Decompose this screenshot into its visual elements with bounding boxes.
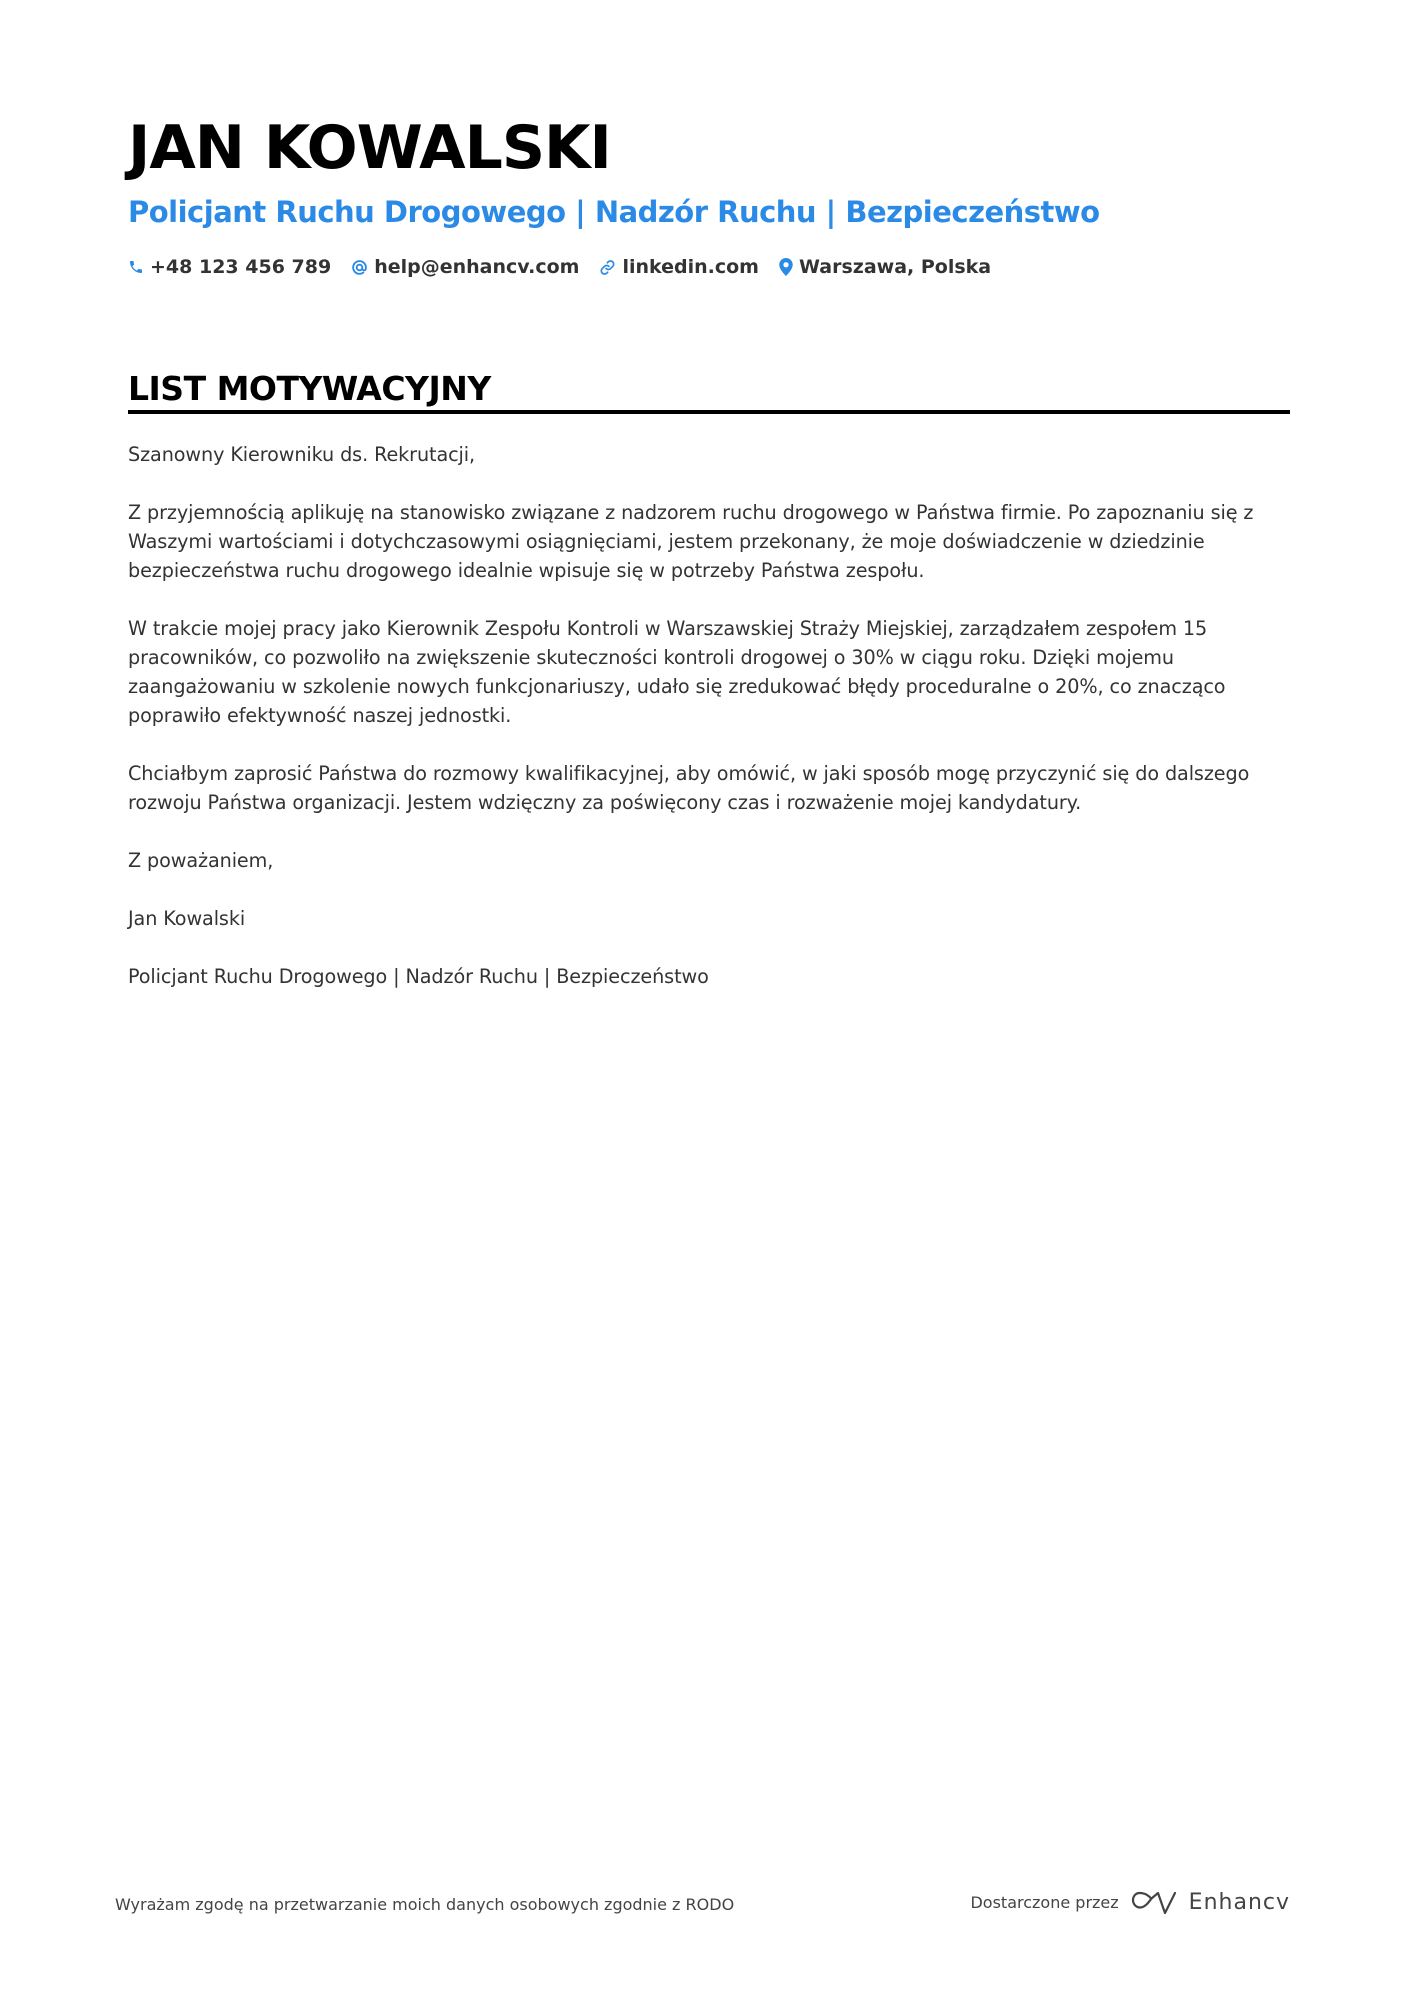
contact-location [779, 254, 991, 280]
location-text: Warszawa, Polska [798, 256, 992, 278]
section-divider [128, 410, 1290, 414]
linkedin-url[interactable]: linkedin.com [622, 256, 759, 278]
footer-branding[interactable] [970, 1889, 1290, 1917]
letter-body [128, 440, 1290, 1020]
location-pin-icon [779, 258, 793, 276]
email-address[interactable]: help@enhancv.com [374, 256, 580, 278]
letter-closing: Z poważaniem, [128, 849, 274, 872]
phone-number: +48 123 456 789 [150, 256, 332, 278]
applicant-name: JAN KOWALSKI [128, 113, 611, 183]
section-title: LIST MOTYWACYJNY [128, 369, 491, 408]
letter-paragraph: Z przyjemnością aplikuję na stanowisko związane z nadzorem ruchu drogowego w Państwa firmie. Po zapoznaniu się z Waszymi wartościami i dotychczasowymi osiągnięciami, jestem przekonany, że moje doświadczenie w dziedzinie bezpieczeństwa ruchu drogowego idealnie wpisuje się w potrzeby Państwa zespołu. [128, 501, 1254, 582]
letter-paragraph: W trakcie mojej pracy jako Kierownik Zespołu Kontroli w Warszawskiej Straży Miejskiej, zarządzałem zespołem 15 pracowników, co pozwoliło na zwiększenie skuteczności kontroli drogowej o 30% w ciągu roku. Dzięki mojemu zaangażowaniu w szkolenie nowych funkcjonariuszy, udało się zredukować błędy proceduralne o 20%, co znacząco poprawiło efektywność naszej jednostki. [128, 617, 1226, 727]
at-icon [351, 259, 368, 276]
signature-name: Jan Kowalski [128, 907, 246, 930]
letter-paragraph: Chciałbym zaprosić Państwa do rozmowy kwalifikacyjnej, aby omówić, w jaki sposób mogę przyczynić się do dalszego rozwoju Państwa organizacji. Jestem wdzięczny za poświęcony czas i rozważenie mojej kandydatury. [128, 762, 1250, 814]
link-icon [599, 259, 616, 276]
powered-by-label: Dostarczone przez [970, 1893, 1119, 1912]
enhancv-logo-icon [1131, 1891, 1177, 1915]
contact-row [128, 254, 1011, 280]
gdpr-consent-text: Wyrażam zgodę na przetwarzanie moich danych osobowych zgodnie z RODO [115, 1895, 735, 1914]
applicant-role: Policjant Ruchu Drogowego | Nadzór Ruchu | Bezpieczeństwo [128, 195, 1100, 229]
contact-linkedin [599, 254, 759, 280]
letter-greeting: Szanowny Kierowniku ds. Rekrutacji, [128, 443, 476, 466]
contact-phone [128, 254, 331, 280]
contact-email [351, 254, 579, 280]
phone-icon [128, 259, 144, 275]
signature-title: Policjant Ruchu Drogowego | Nadzór Ruchu | Bezpieczeństwo [128, 965, 709, 988]
enhancv-logo-text: Enhancv [1188, 1890, 1290, 1915]
